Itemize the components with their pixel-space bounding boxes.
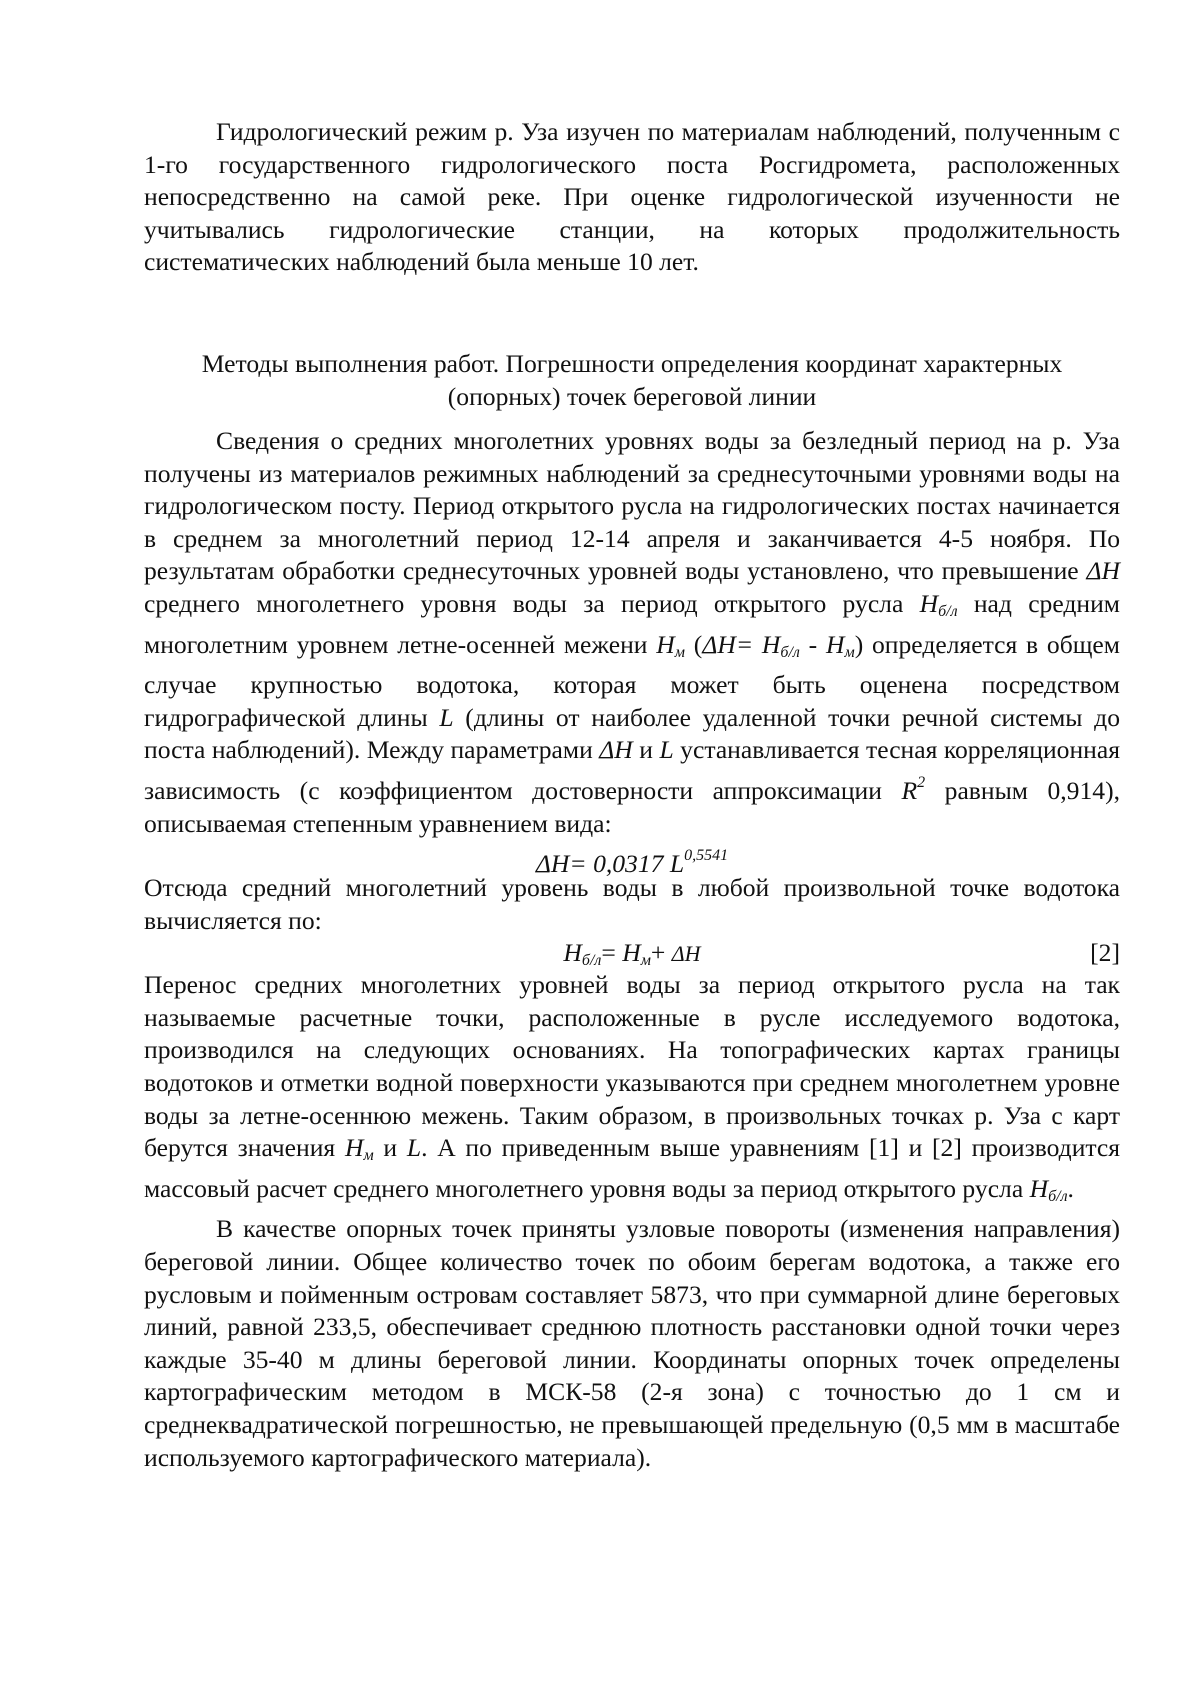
formula-exponent: 0,5541 [684,847,729,865]
reference-points-paragraph: В качестве опорных точек приняты узловые повороты (изменения направления) береговой линии. Общее количество точек по обоим берегам водотока, а также его русловым и пойменным островам составляет 5873, что при суммарной длине береговых линий, равной 233,5, обеспечивает среднюю плотность расстановки одной точки через каждые 35-40 м длины береговой линии. Координаты опорных точек определены картографическим методом в МСК-58 (2-я зона) с точностью до 1 см и среднеквадратической погрешностью, не превышающей предельную (0,5 мм в масштабе используемого картографического материала). [144,1214,1120,1472]
symbol-h: H [656,629,675,659]
subscript-m: м [363,1147,374,1165]
symbol-h: H [1029,1173,1049,1203]
symbol-delta-h-eq: ΔH= [702,629,762,659]
text-run: устанавливается тесная корреляционная зависимость (с коэффициентом достоверности аппроксимации [144,735,1121,805]
symbol-h: H [825,629,845,659]
text-run: ( [685,629,703,659]
text-run: равным 0,914), описываемая степенным уравнением вида: [144,775,1120,838]
transfer-paragraph [144,969,1120,1213]
text-run: + [650,938,672,968]
symbol-h: H [919,588,939,618]
text-run: и [632,735,660,765]
subscript-bl: б/л [938,602,958,620]
subscript-m: м [844,643,855,661]
subscript-bl: б/л [1048,1187,1068,1205]
symbol-l: L [439,702,454,732]
symbol-delta-h: ΔH [1086,556,1120,586]
text-run: . А по приведенным выше уравнениям [1] и [2] производится массовый расчет среднего многолетнего уровня воды за период открытого русла [144,1133,1121,1203]
text-run: ) определяется в общем случае крупностью водотока, которая может быть оценена посредством гидрографической длины [144,629,1120,732]
formula-2 [144,937,1120,969]
subscript-bl: б/л [780,643,800,661]
superscript-2: 2 [917,773,926,791]
text-run: (длины от наиболее удаленной точки речной системы до поста наблюдений). Между параметрами [144,702,1120,765]
symbol-h: H [622,938,641,968]
symbol-delta-h: ΔH [599,735,633,765]
text-run: над средним многолетним уровнем летне-осенней межени [144,588,1120,659]
symbol-delta-h: ΔH [671,941,701,967]
formula-lead-paragraph: Отсюда средний многолетний уровень воды в любой произвольной точке водотока вычисляется по: [144,873,1120,935]
symbol-h: H [761,629,781,659]
subscript-bl: б/л [581,952,602,970]
intro-paragraph: Гидрологический режим р. Уза изучен по материалам наблюдений, полученным с 1-го государственного гидрологического поста Росгидромета, расположенных непосредственно на самой реке. При оценке гидрологической изученности не учитывались гидрологические станции, на которых продолжительность систематических наблюдений была меньше 10 лет. [144,117,1120,277]
symbol-l: L [406,1133,422,1163]
symbol-r: R [901,775,918,805]
formula-1 [144,840,1120,879]
formula-number: [2] [1090,938,1120,968]
text-run: Перенос средних многолетних уровней воды за период открытого русла на так называемые расчетные точки, расположенные в русле исследуемого водотока, производился на следующих основаниях. На топографических картах границы водотоков и отметки водной поверхности указываются при среднем многолетнем уровне воды за летне-осеннюю межень. Таким образом, в произвольных точках р. Уза с карт берутся значения [144,970,1120,1163]
symbol-l: L [669,849,685,879]
section-heading: Методы выполнения работ. Погрешности определения координат характерных (опорных) точек береговой линии [201,348,1063,411]
symbol-h: H [563,938,582,968]
text-run: - [799,629,826,659]
subscript-m: м [640,952,651,970]
text-run: = [601,938,623,968]
methods-paragraph [144,425,1120,840]
symbol-h: H [344,1133,364,1163]
text-run: среднего многолетнего уровня воды за период открытого русла [144,588,920,618]
symbol-l: L [659,735,674,765]
document-page [144,116,1120,1474]
text-run: . [1067,1173,1074,1203]
text-run: и [373,1133,407,1163]
formula-lhs: ΔH= 0,0317 [535,849,670,879]
subscript-m: м [674,643,685,661]
text-run: Сведения о средних многолетних уровнях воды за безледный период на р. Уза получены из материалов режимных наблюдений за среднесуточными уровнями воды на гидрологическом посту. Период открытого русла на гидрологических постах начинается в среднем за многолетний период 12-14 апреля и заканчивается 4-5 ноября. По результатам обработки среднесуточных уровней воды установлено, что превышение [144,425,1120,586]
